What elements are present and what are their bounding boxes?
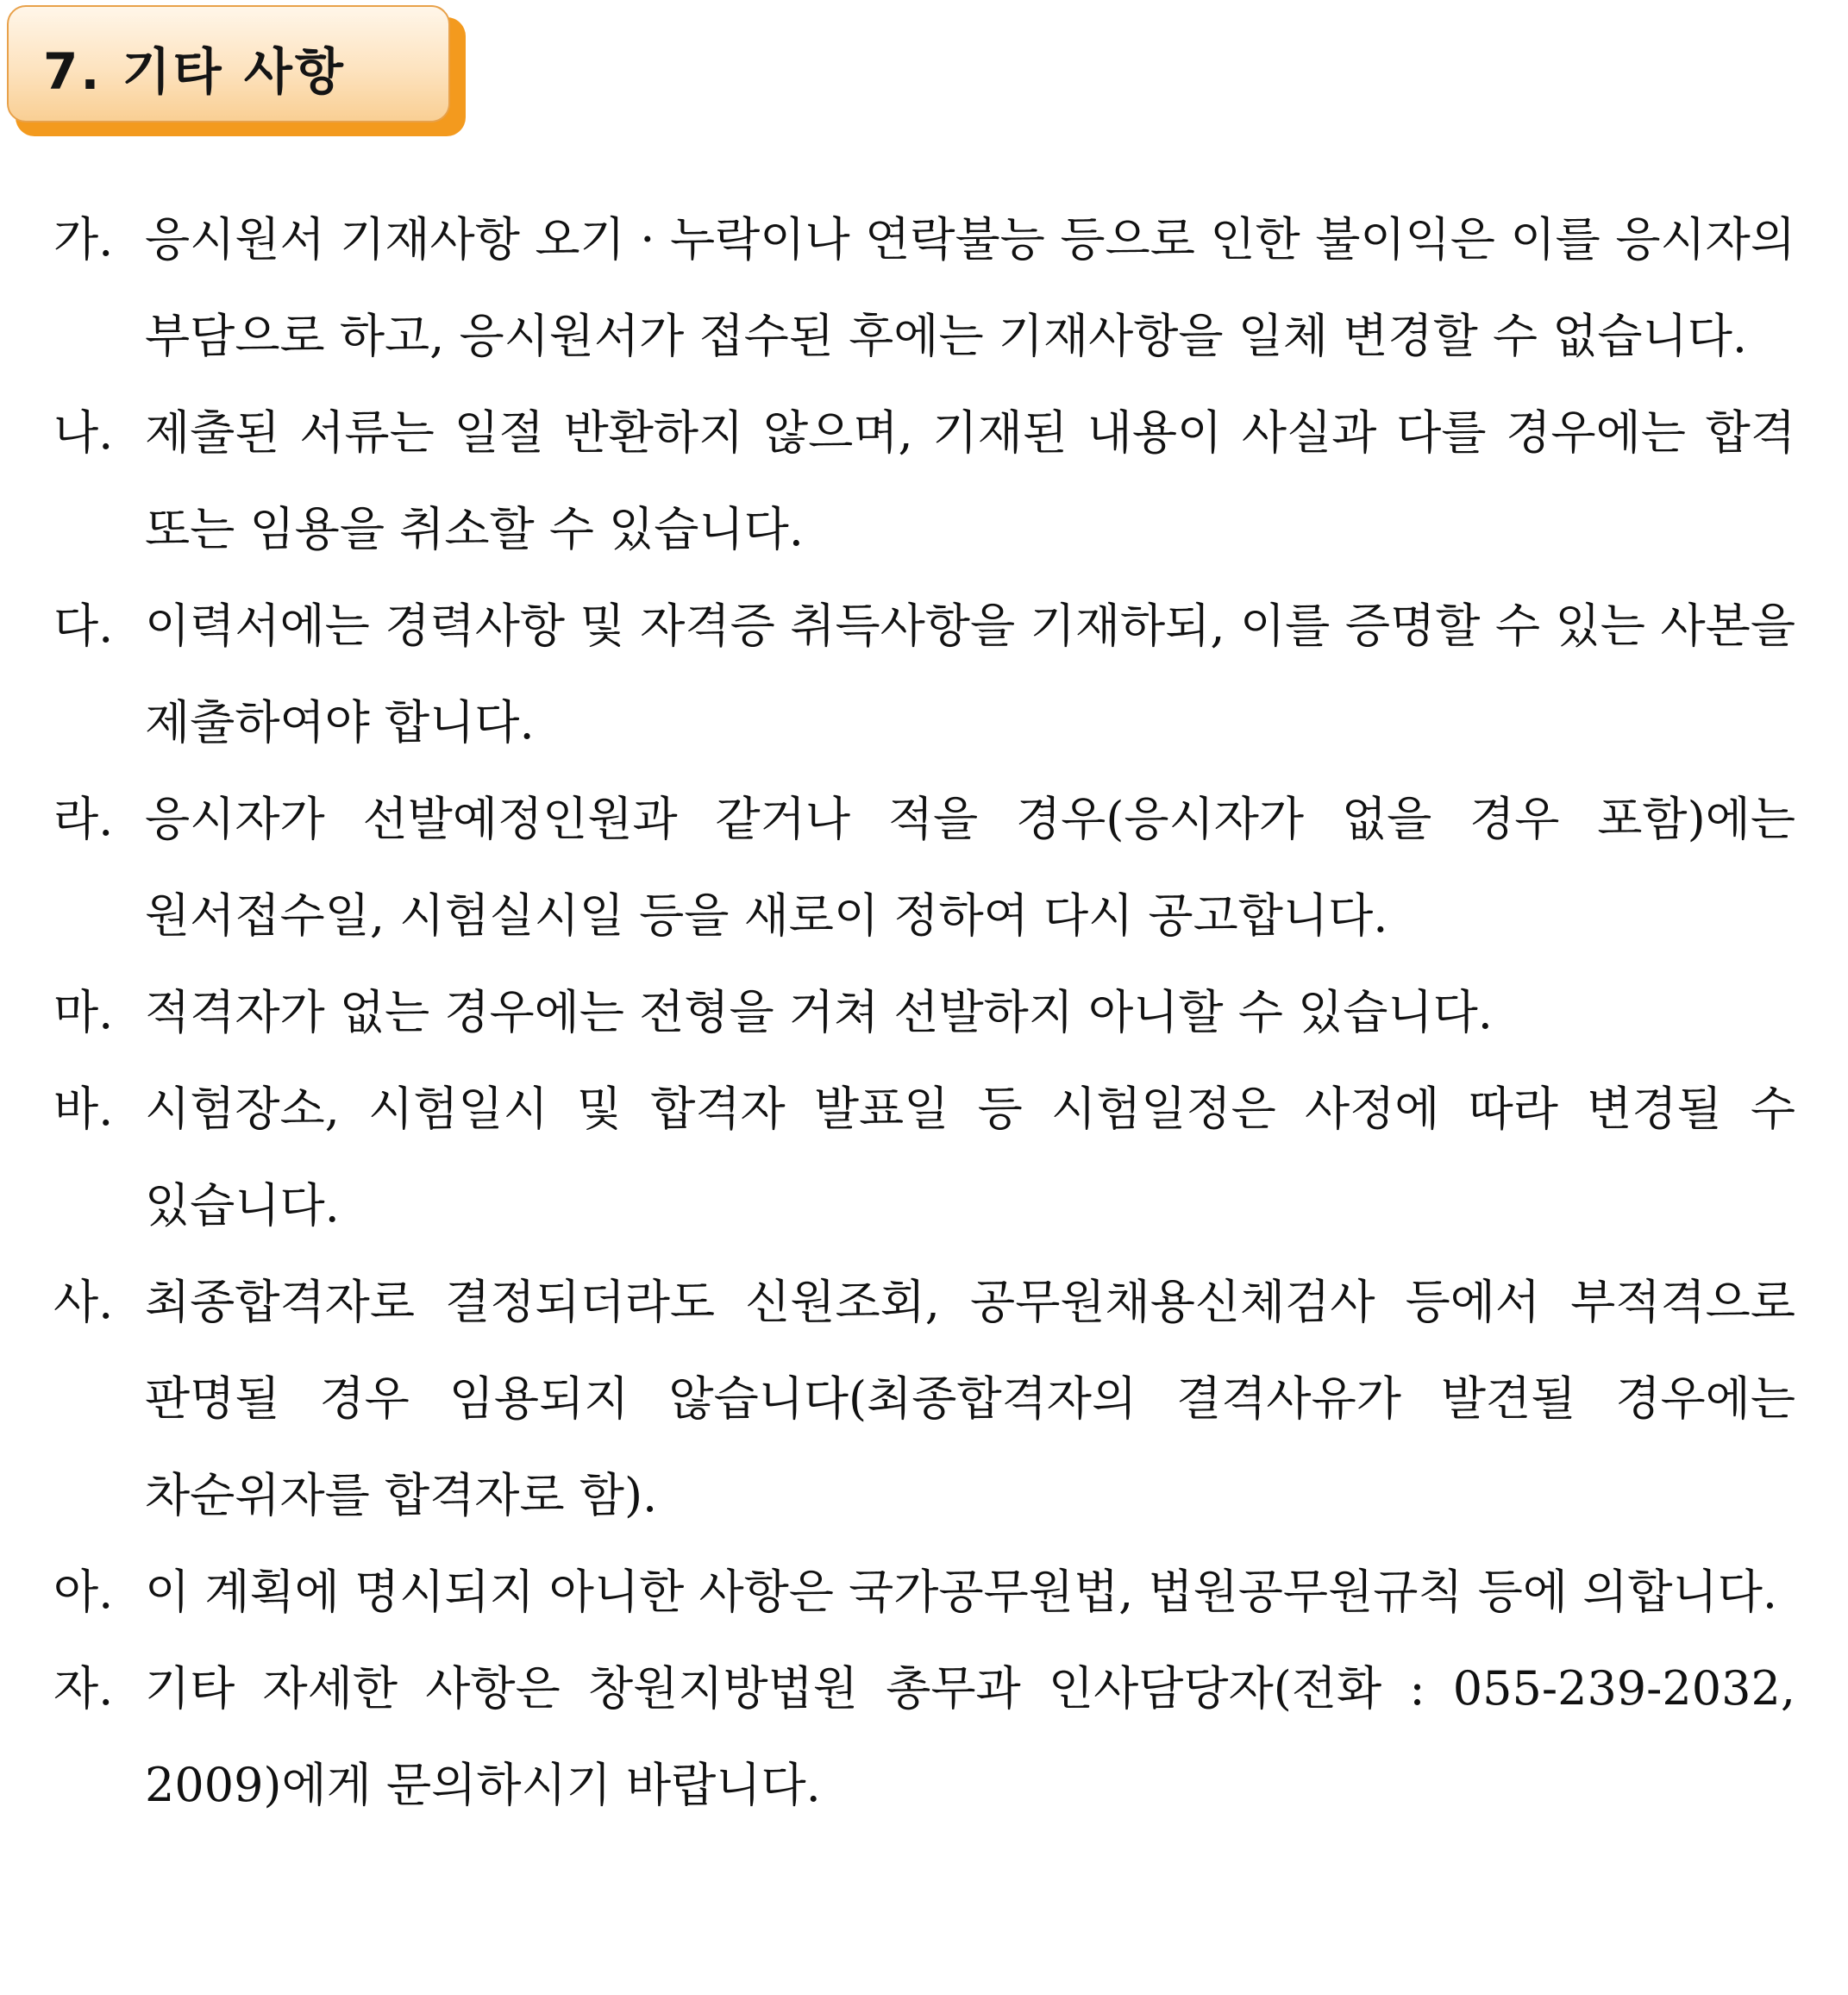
list-item	[53, 1254, 1795, 1544]
notice-list	[53, 191, 1795, 1834]
item-marker: 아.	[53, 1565, 114, 1619]
section-header	[7, 5, 466, 136]
list-item	[53, 964, 1795, 1061]
section-title: 7. 기타 사항	[43, 42, 346, 101]
item-marker: 나.	[53, 405, 114, 460]
item-marker: 바.	[53, 1082, 114, 1136]
item-marker: 가.	[53, 212, 114, 267]
item-text: 시험장소, 시험일시 및 합격자 발표일 등 시험일정은 사정에 따라 변경될 수 있습니다.	[145, 1082, 1795, 1233]
item-text: 응시자가 선발예정인원과 같거나 적을 경우(응시자가 없을 경우 포함)에는 원서접수일, 시험실시일 등을 새로이 정하여 다시 공고합니다.	[145, 792, 1795, 943]
item-marker: 라.	[53, 792, 114, 846]
list-item	[53, 771, 1795, 964]
item-text: 기타 자세한 사항은 창원지방법원 총무과 인사담당자(전화 : 055-239-2032, 2009)에게 문의하시기 바랍니다.	[145, 1661, 1795, 1812]
item-marker: 마.	[53, 985, 114, 1039]
list-item	[53, 1641, 1795, 1834]
item-text: 응시원서 기재사항 오기 · 누락이나 연락불능 등으로 인한 불이익은 이를 응시자의 부담으로 하고, 응시원서가 접수된 후에는 기재사항을 일체 변경할 수 없습니다.	[145, 212, 1795, 363]
item-marker: 다.	[53, 599, 114, 653]
item-text: 제출된 서류는 일절 반환하지 않으며, 기재된 내용이 사실과 다를 경우에는 합격 또는 임용을 취소할 수 있습니다.	[145, 405, 1795, 556]
item-marker: 자.	[53, 1661, 114, 1716]
list-item	[53, 191, 1795, 385]
item-text: 적격자가 없는 경우에는 전형을 거쳐 선발하지 아니할 수 있습니다.	[145, 985, 1493, 1039]
list-item	[53, 1061, 1795, 1254]
item-text: 이력서에는 경력사항 및 자격증 취득사항을 기재하되, 이를 증명할 수 있는 사본을 제출하여야 합니다.	[145, 599, 1795, 750]
list-item	[53, 578, 1795, 771]
item-text: 최종합격자로 결정되더라도 신원조회, 공무원채용신체검사 등에서 부적격으로 판명될 경우 임용되지 않습니다(최종합격자의 결격사유가 발견될 경우에는 차순위자를 합격자로 함).	[145, 1275, 1795, 1522]
list-item	[53, 385, 1795, 578]
item-marker: 사.	[53, 1275, 114, 1329]
item-text: 이 계획에 명시되지 아니한 사항은 국가공무원법, 법원공무원규칙 등에 의합니다.	[145, 1565, 1778, 1619]
list-item	[53, 1544, 1795, 1641]
